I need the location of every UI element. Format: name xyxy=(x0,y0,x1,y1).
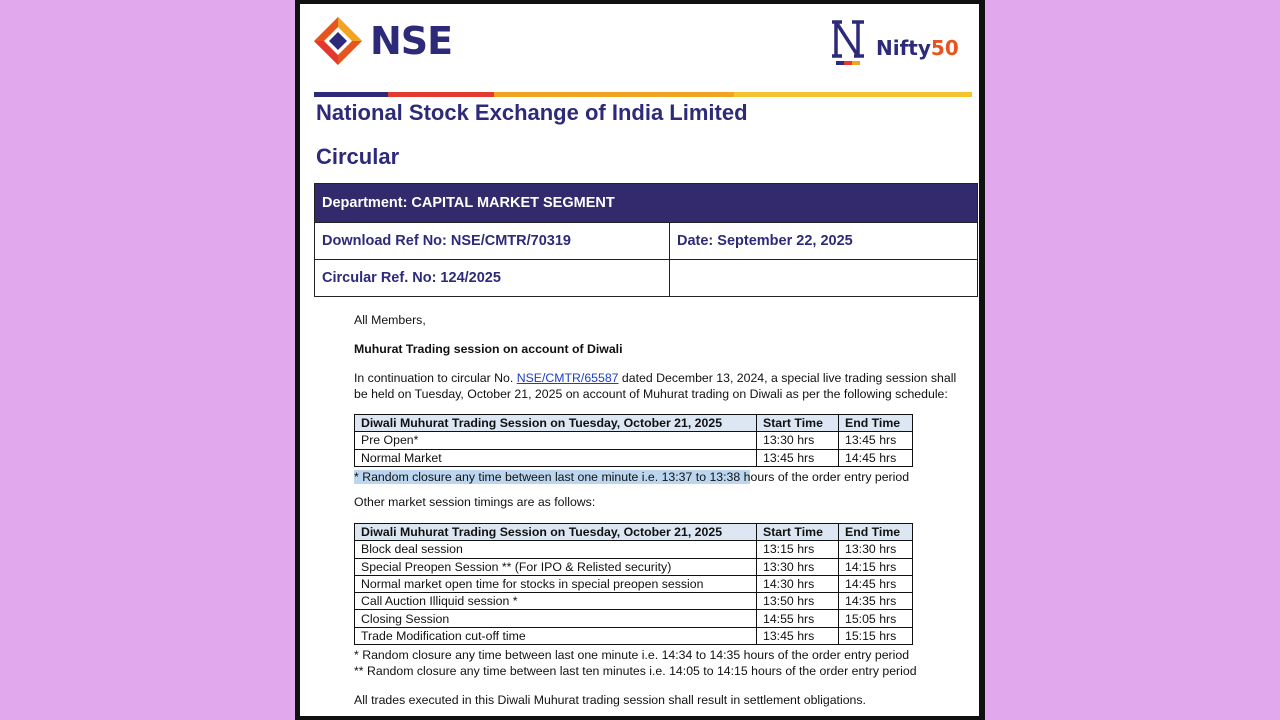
start-time-cell: 13:30 hrs xyxy=(757,558,839,575)
start-time-cell: 13:30 hrs xyxy=(757,432,839,449)
header-end-time: End Time xyxy=(839,415,913,432)
settlement-note: All trades executed in this Diwali Muhurat trading session shall result in settlement obligations. xyxy=(354,693,866,707)
session-cell: Normal Market xyxy=(355,449,757,466)
empty-cell xyxy=(670,260,978,297)
subject-line: Muhurat Trading session on account of Diwali xyxy=(354,342,623,356)
download-ref-cell: Download Ref No: NSE/CMTR/70319 xyxy=(315,223,670,260)
start-time-cell: 14:55 hrs xyxy=(757,610,839,627)
header-session: Diwali Muhurat Trading Session on Tuesday, October 21, 2025 xyxy=(355,415,757,432)
referenced-circular-link[interactable]: NSE/CMTR/65587 xyxy=(516,371,619,385)
table-row xyxy=(355,432,913,449)
nse-emblem-icon xyxy=(314,17,362,65)
header-end-time: End Time xyxy=(839,524,913,541)
table-row xyxy=(355,449,913,466)
nifty-n-icon xyxy=(830,16,872,68)
end-time-cell: 15:05 hrs xyxy=(839,610,913,627)
start-time-cell: 13:45 hrs xyxy=(757,449,839,466)
end-time-cell: 13:45 hrs xyxy=(839,432,913,449)
color-bar-segment xyxy=(734,92,972,97)
color-bar-segment xyxy=(314,92,388,97)
muhurat-schedule-table xyxy=(354,414,913,467)
start-time-cell: 14:30 hrs xyxy=(757,575,839,592)
end-time-cell: 14:35 hrs xyxy=(839,593,913,610)
header-start-time: Start Time xyxy=(757,524,839,541)
highlighted-text-selection[interactable]: * Random closure any time between last one minute i.e. 13:37 to 13:38 h xyxy=(354,470,751,484)
end-time-cell: 14:45 hrs xyxy=(839,575,913,592)
organization-title: National Stock Exchange of India Limited xyxy=(316,100,748,125)
session-cell: Block deal session xyxy=(355,541,757,558)
session-cell: Pre Open* xyxy=(355,432,757,449)
header-color-bar xyxy=(314,92,972,97)
start-time-cell: 13:15 hrs xyxy=(757,541,839,558)
nse-logo-text: NSE xyxy=(370,19,453,63)
header-session: Diwali Muhurat Trading Session on Tuesday, October 21, 2025 xyxy=(355,524,757,541)
header-start-time: Start Time xyxy=(757,415,839,432)
other-sessions-intro: Other market session timings are as follows: xyxy=(354,495,596,509)
salutation: All Members, xyxy=(354,313,426,327)
intro-paragraph: In continuation to circular No. NSE/CMTR/65587 dated December 13, 2024, a special live trading session shall be held on Tuesday, October 21, 2025 on account of Muhurat trading on Diwali as per the following schedule: xyxy=(354,371,957,401)
table2-footnote-1: * Random closure any time between last one minute i.e. 14:34 to 14:35 hours of the order entry period xyxy=(354,648,910,662)
table-row xyxy=(355,593,913,610)
nifty50-logo xyxy=(830,16,959,68)
end-time-cell: 14:45 hrs xyxy=(839,449,913,466)
table-row xyxy=(355,558,913,575)
color-bar-segment xyxy=(494,92,734,97)
document-page xyxy=(300,4,979,716)
session-cell: Special Preopen Session ** (For IPO & Relisted security) xyxy=(355,558,757,575)
session-cell: Call Auction Illiquid session * xyxy=(355,593,757,610)
market-session-table xyxy=(354,523,913,645)
department-cell: Department: CAPITAL MARKET SEGMENT xyxy=(315,184,978,223)
table-row xyxy=(355,541,913,558)
end-time-cell: 14:15 hrs xyxy=(839,558,913,575)
table-header-row xyxy=(355,524,913,541)
table-row xyxy=(355,627,913,644)
start-time-cell: 13:50 hrs xyxy=(757,593,839,610)
table2-footnote-2: ** Random closure any time between last ten minutes i.e. 14:05 to 14:15 hours of the order entry period xyxy=(354,664,917,678)
end-time-cell: 15:15 hrs xyxy=(839,627,913,644)
document-type: Circular xyxy=(316,144,400,169)
document-frame xyxy=(295,0,985,720)
circular-meta-table xyxy=(314,183,978,297)
table-row xyxy=(355,575,913,592)
start-time-cell: 13:45 hrs xyxy=(757,627,839,644)
table-header-row xyxy=(355,415,913,432)
nifty-logo-text: Nifty50 xyxy=(876,36,959,60)
circular-ref-cell: Circular Ref. No: 124/2025 xyxy=(315,260,670,297)
session-cell: Normal market open time for stocks in special preopen session xyxy=(355,575,757,592)
session-cell: Trade Modification cut-off time xyxy=(355,627,757,644)
date-cell: Date: September 22, 2025 xyxy=(670,223,978,260)
table1-footnote: * Random closure any time between last one minute i.e. 13:37 to 13:38 hours of the order entry period xyxy=(354,470,910,484)
table-row xyxy=(355,610,913,627)
end-time-cell: 13:30 hrs xyxy=(839,541,913,558)
session-cell: Closing Session xyxy=(355,610,757,627)
color-bar-segment xyxy=(388,92,494,97)
nse-logo xyxy=(314,14,452,68)
